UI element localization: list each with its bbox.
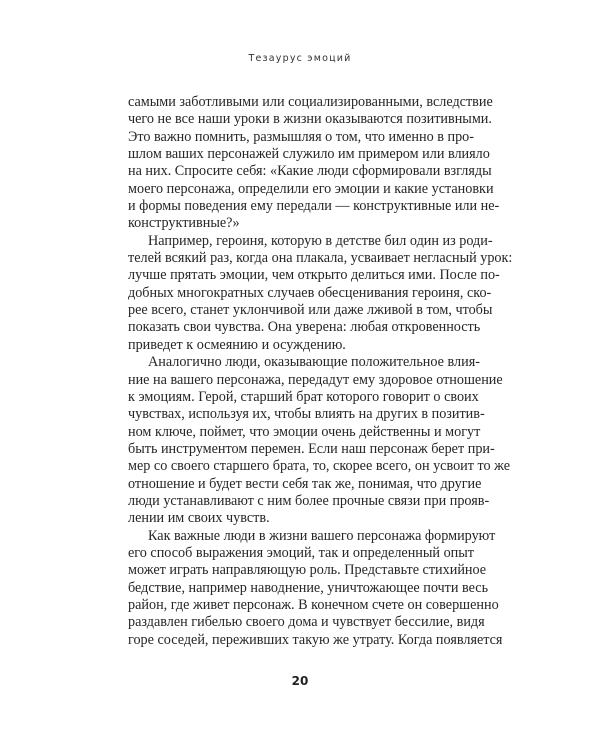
text-line: может играть направляющую роль. Представьте стихийное	[128, 562, 487, 579]
text-line: шлом ваших персонажей служило им примером или влияло	[128, 146, 490, 163]
body-text	[128, 94, 513, 649]
text-line: к эмоциям. Герой, старший брат которого говорит о своих	[128, 388, 479, 405]
text-line: Аналогично люди, оказывающие положительное влия-	[148, 354, 480, 371]
text-line: приведет к осмеянию и осуждению.	[128, 336, 346, 353]
text-line: добных многократных случаев обесценивания героиня, ско-	[128, 284, 492, 301]
text-line: Например, героиня, которую в детстве бил один из роди-	[148, 232, 493, 249]
text-line: чего не все наши уроки в жизни оказываются позитивными.	[128, 111, 492, 128]
text-line: лучше прятать эмоции, чем открыто делиться ими. После по-	[128, 267, 500, 284]
text-line: бедствие, например наводнение, уничтожающее почти весь	[128, 579, 489, 596]
text-line: телей всякий раз, когда она плакала, усваивает негласный урок:	[128, 250, 513, 267]
text-line: район, где живет персонаж. В конечном счете он совершенно	[128, 596, 499, 613]
paragraph	[128, 527, 503, 649]
text-line: лении им своих чувств.	[128, 510, 270, 527]
text-line: быть инструментом перемен. Если наш персонаж берет при-	[128, 440, 495, 457]
paragraph	[128, 232, 513, 354]
running-head: Тезаурус эмоций	[248, 53, 352, 64]
text-line: горе соседей, переживших такую же утрату. Когда появляется	[128, 631, 503, 648]
text-line: самыми заботливыми или социализированными, вследствие	[128, 94, 493, 110]
text-line: чувствах, используя их, чтобы влиять на других в позитив-	[128, 406, 485, 423]
text-line: рее всего, станет уклончивой или даже лживой в том, чтобы	[128, 302, 493, 319]
text-line: конструктивные?»	[128, 215, 240, 232]
text-line: люди устанавливают с ним более прочные связи при прояв-	[128, 492, 490, 509]
text-line: отношение и будет вести себя так же, понимая, что другие	[128, 475, 482, 492]
text-line: мер со своего старшего брата, то, скорее всего, он усвоит то же	[128, 458, 511, 475]
paragraph	[128, 354, 511, 527]
text-line: Это важно помнить, размышляя о том, что именно в про-	[128, 128, 474, 145]
text-line: моего персонажа, определили его эмоции и какие установки	[128, 180, 494, 197]
page-number: 20	[291, 674, 309, 688]
text-line: и формы поведения ему передали — конструктивные или не-	[128, 198, 500, 215]
text-line: на них. Спросите себя: «Какие люди сформировали взгляды	[128, 163, 492, 180]
text-line: ном ключе, поймет, что эмоции очень действенны и могут	[128, 423, 481, 440]
paragraph	[128, 94, 500, 233]
text-line: его способ выражения эмоций, так и определенный опыт	[128, 544, 474, 561]
text-line: показать свои чувства. Она уверена: любая откровенность	[128, 319, 481, 336]
text-line: ние на вашего персонажа, передадут ему здоровое отношение	[128, 371, 503, 388]
text-line: раздавлен гибелью своего дома и чувствует бессилие, видя	[128, 614, 485, 631]
text-line: Как важные люди в жизни вашего персонажа формируют	[148, 527, 496, 544]
